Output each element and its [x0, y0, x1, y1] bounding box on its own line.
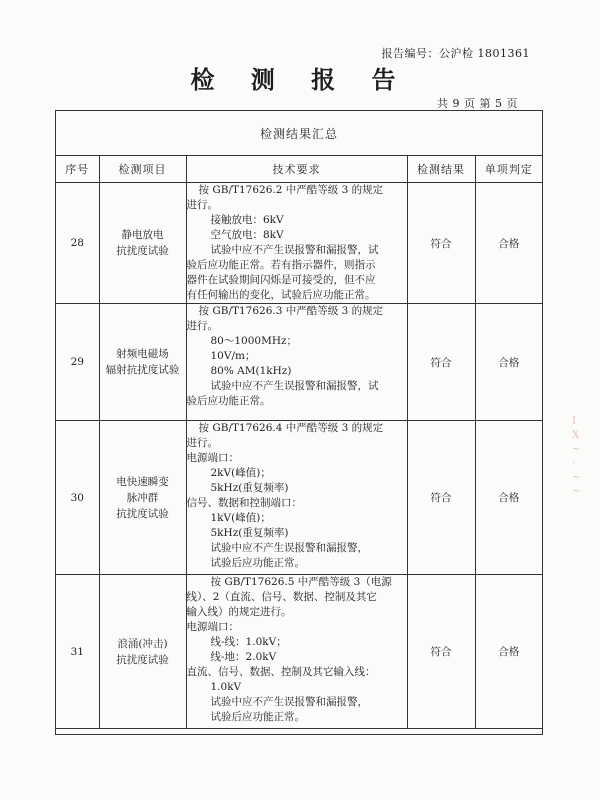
requirement-line: 10V/m；: [210, 350, 256, 362]
item-verdict: 合格: [475, 304, 542, 421]
requirement-line: 80～1000MHz；: [210, 335, 298, 347]
table-row: [56, 183, 542, 304]
col-header-requirement: 技术要求: [186, 155, 407, 183]
requirement-line: 进行。: [186, 199, 218, 211]
test-item-line: 射频电磁场: [116, 348, 169, 360]
test-item: [99, 183, 186, 304]
requirement-line: 器件在试验期间闪烁是可接受的，但不应: [186, 274, 376, 286]
table-row: [56, 304, 542, 421]
page-info: 共 9 页 第 5 页: [437, 97, 518, 110]
requirement-line: 按 GB/T17626.2 中严酷等级 3 的规定: [198, 184, 384, 196]
requirement-line: 信号、数据和控制端口：: [186, 497, 302, 509]
requirement-line: 有任何输出的变化，试验后应功能正常。: [186, 289, 376, 301]
requirement-line: 线-地：2.0kV: [210, 651, 277, 663]
test-item: [99, 304, 186, 421]
test-result: 符合: [407, 304, 475, 421]
requirement-line: 1kV(峰值)；: [210, 512, 271, 524]
requirement-line: 线）、2（直流、信号、数据、控制及其它: [186, 591, 377, 603]
item-verdict: 合格: [475, 421, 542, 575]
requirement-line: 接触放电：6kV: [210, 214, 284, 226]
test-item-line: 抗扰度试验: [116, 507, 169, 520]
test-item-line: 静电放电: [121, 229, 164, 241]
col-header-verdict: 单项判定: [475, 155, 542, 183]
test-result: 符合: [407, 421, 475, 575]
report-number: 报告编号：公沪检 1801361: [381, 47, 530, 60]
row-number: 31: [56, 575, 99, 729]
test-result: 符合: [407, 575, 475, 729]
table-row: [56, 575, 542, 729]
requirement-line: 进行。: [186, 320, 218, 332]
requirement-line: 直流、信号、数据、控制及其它输入线：: [186, 666, 376, 678]
item-verdict: 合格: [475, 575, 542, 729]
requirement-line: 5kHz(重复频率): [210, 527, 289, 539]
requirement-line: 进行。: [186, 437, 218, 449]
results-table: [56, 155, 542, 729]
requirement-line: 空气放电：8kV: [210, 229, 284, 241]
requirement-line: 80% AM(1kHz): [210, 365, 292, 377]
test-item-line: 辐射抗扰度试验: [105, 364, 180, 376]
test-item-line: 抗扰度试验: [116, 653, 169, 666]
row-number: 29: [56, 304, 99, 421]
requirement-line: 电源端口：: [186, 452, 239, 464]
requirement-line: 试验后应功能正常。: [210, 711, 305, 723]
requirement-line: 5kHz(重复频率): [210, 482, 289, 494]
requirement-line: 2kV(峰值)；: [210, 467, 271, 479]
technical-requirement: [186, 575, 407, 729]
table-header-row: [56, 155, 542, 183]
summary-title: 检测结果汇总: [56, 111, 542, 156]
requirement-line: 按 GB/T17626.4 中严酷等级 3 的规定: [198, 422, 384, 434]
technical-requirement: [186, 183, 407, 304]
test-result: 符合: [407, 183, 475, 304]
requirement-line: 输入线）的规定进行。: [186, 606, 292, 618]
table-row: [56, 421, 542, 575]
requirement-line: 电源端口：: [186, 621, 239, 633]
page-title: 检 测 报 告: [190, 66, 410, 94]
col-header-result: 检测结果: [407, 155, 475, 183]
test-item: [99, 575, 186, 729]
requirement-line: 按 GB/T17626.5 中严酷等级 3（电源: [210, 576, 392, 588]
technical-requirement: [186, 304, 407, 421]
requirement-line: 试验中应不产生误报警和漏报警，: [210, 542, 368, 554]
requirement-line: 试验中应不产生误报警和漏报警，试: [210, 244, 379, 256]
results-frame: [55, 110, 543, 735]
requirement-line: 线-线：1.0kV；: [210, 636, 287, 648]
stamp-mark: I X ~ · ~ ~: [572, 416, 581, 497]
row-number: 28: [56, 183, 99, 304]
test-item-line: 浪涌(冲击): [117, 637, 168, 650]
requirement-line: 试验中应不产生误报警和漏报警，试: [210, 380, 379, 392]
row-number: 30: [56, 421, 99, 575]
item-verdict: 合格: [475, 183, 542, 304]
test-item-line: 抗扰度试验: [116, 245, 169, 257]
requirement-line: 验后应功能正常。: [186, 395, 271, 407]
test-item-line: 电快速瞬变: [116, 475, 169, 488]
test-item: [99, 421, 186, 575]
requirement-line: 1.0kV: [210, 681, 242, 693]
technical-requirement: [186, 421, 407, 575]
requirement-line: 试验后应功能正常。: [210, 557, 305, 569]
test-item-line: 脉冲群: [126, 491, 159, 504]
requirement-line: 验后应功能正常。若有指示器件，则指示: [186, 259, 376, 271]
col-header-no: 序号: [56, 155, 99, 183]
requirement-line: 按 GB/T17626.3 中严酷等级 3 的规定: [198, 305, 384, 317]
requirement-line: 试验中应不产生误报警和漏报警，: [210, 696, 368, 708]
col-header-item: 检测项目: [99, 155, 186, 183]
